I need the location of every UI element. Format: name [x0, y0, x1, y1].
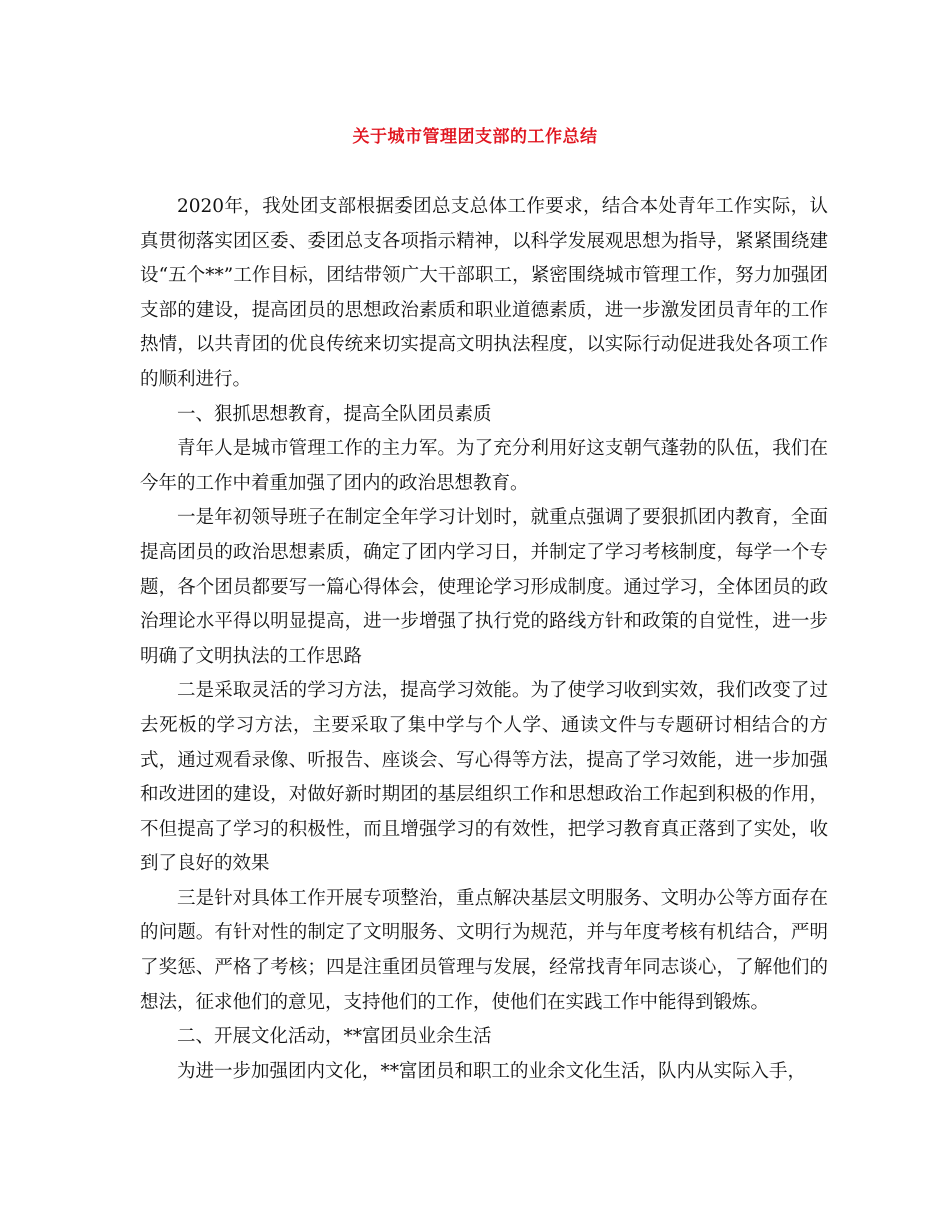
- paragraph-2: 一是年初领导班子在制定全年学习计划时，就重点强调了要狠抓团内教育，全面提高团员的政治思想素质，确定了团内学习日，并制定了学习考核制度，每学一个专题，各个团员都要写一篇心得体会，使理论学习形成制度。通过学习，全体团员的政治理论水平得以明显提高，进一步增强了执行党的路线方针和政策的自觉性，进一步明确了文明执法的工作思路: [140, 507, 828, 667]
- paragraph-5: 为进一步加强团内文化，**富团员和职工的业余文化生活，队内从实际入手，: [177, 1060, 807, 1082]
- section-heading-1: 一、狠抓思想教育，提高全队团员素质: [177, 403, 492, 425]
- paragraph-intro: 2020年，我处团支部根据委团总支总体工作要求，结合本处青年工作实际，认真贯彻落实团区委、委团总支各项指示精神，以科学发展观思想为指导，紧紧围绕建设“五个**”工作目标，团结带领广大干部职工，紧密围绕城市管理工作，努力加强团支部的建设，提高团员的思想政治素质和职业道德素质，进一步激发团员青年的工作热情，以共青团的优良传统来切实提高文明执法程度，以实际行动促进我处各项工作的顺利进行。: [140, 196, 828, 390]
- paragraph-3: 二是采取灵活的学习方法，提高学习效能。为了使学习收到实效，我们改变了过去死板的学习方法，主要采取了集中学与个人学、通读文件与专题研讨相结合的方式，通过观看录像、听报告、座谈会、写心得等方法，提高了学习效能，进一步加强和改进团的建设，对做好新时期团的基层组织工作和思想政治工作起到积极的作用，不但提高了学习的积极性，而且增强学习的有效性，把学习教育真正落到了实处，收到了良好的效果: [140, 680, 828, 875]
- document-title: 关于城市管理团支部的工作总结: [352, 127, 598, 147]
- section-heading-2: 二、开展文化活动，**富团员业余生活: [177, 1026, 492, 1048]
- document-body: [140, 190, 828, 1089]
- paragraph-1: 青年人是城市管理工作的主力军。为了充分利用好这支朝气蓬勃的队伍，我们在今年的工作中着重加强了团内的政治思想教育。: [140, 438, 828, 494]
- paragraph-4: 三是针对具体工作开展专项整治，重点解决基层文明服务、文明办公等方面存在的问题。有针对性的制定了文明服务、文明行为规范，并与年度考核有机结合，严明了奖惩、严格了考核；四是注重团员管理与发展，经常找青年同志谈心，了解他们的想法，征求他们的意见，支持他们的工作，使他们在实践工作中能得到锻炼。: [140, 887, 828, 1013]
